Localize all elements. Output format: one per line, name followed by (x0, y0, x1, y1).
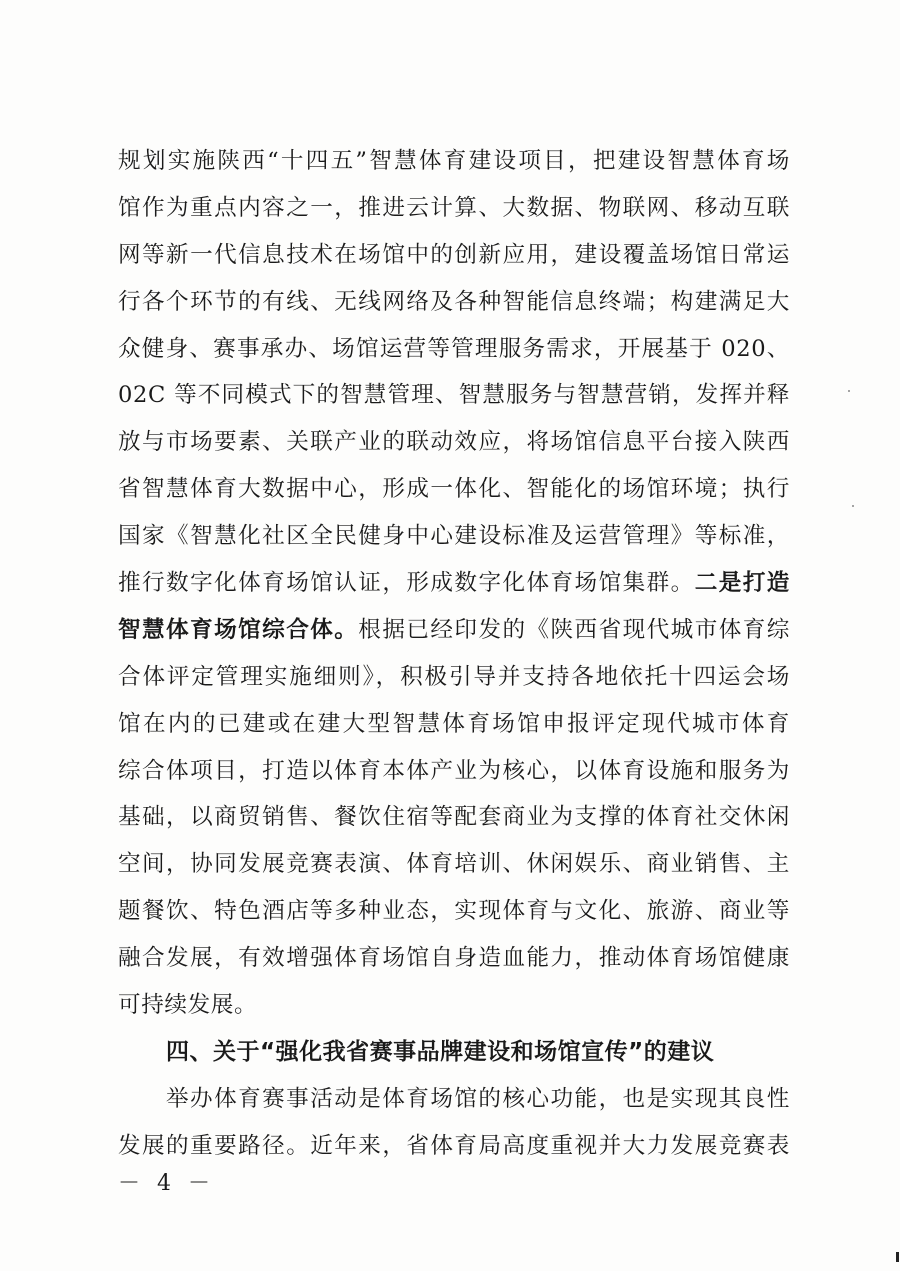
body-line-18: 融合发展，有效增强体育场馆自身造血能力，推动体育场馆健康 (118, 945, 790, 972)
paragraph-2-line-1: 举办体育赛事活动是体育场馆的核心功能，也是实现其良性 (166, 1085, 790, 1112)
body-line-12: 合体评定管理实施细则》，积极引导并支持各地依托十四运会场 (118, 663, 790, 690)
body-line-14: 综合体项目，打造以体育本体产业为核心，以体育设施和服务为 (118, 757, 790, 784)
body-line-11-text: 根据已经印发的《陕西省现代城市体育综 (358, 616, 790, 643)
body-line-11 (118, 607, 790, 654)
body-line-19: 可持续发展。 (118, 992, 258, 1019)
body-line-8: 省智慧体育大数据中心，形成一体化、智能化的场馆环境；执行 (118, 476, 790, 503)
bold-point-two-start: 二是打造 (694, 570, 790, 597)
body-line-5: 众健身、赛事承办、场馆运营等管理服务需求，开展基于 020、 (118, 335, 790, 362)
body-line-3: 网等新一代信息技术在场馆中的创新应用，建设覆盖场馆日常运 (118, 241, 790, 268)
body-line-16: 空间，协同发展竞赛表演、体育培训、休闲娱乐、商业销售、主 (118, 851, 790, 878)
body-line-6: 02C 等不同模式下的智慧管理、智慧服务与智慧营销，发挥并释 (118, 382, 790, 409)
bold-point-two-title: 智慧体育场馆综合体。 (118, 616, 359, 643)
body-line-2: 馆作为重点内容之一，推进云计算、大数据、物联网、移动互联 (118, 194, 790, 221)
body-line-1: 规划实施陕西“十四五”智慧体育建设项目，把建设智慧体育场 (118, 148, 790, 174)
paragraph-2-line-2: 发展的重要路径。近年来，省体育局高度重视并大力发展竞赛表 (118, 1132, 790, 1159)
body-line-9: 国家《智慧化社区全民健身中心建设标准及运营管理》等标准， (118, 523, 790, 550)
section-heading: 四、关于“强化我省赛事品牌建设和场馆宣传”的建议 (166, 1038, 715, 1065)
document-body (118, 138, 790, 1170)
body-line-15: 基础，以商贸销售、餐饮住宿等配套商业为支撑的体育社交休闲 (118, 804, 790, 831)
page-number: － 4 － (118, 1171, 215, 1196)
scan-edge-mark (896, 1252, 899, 1262)
body-line-7: 放与市场要素、关联产业的联动效应，将场馆信息平台接入陕西 (118, 429, 790, 456)
scan-speck (852, 505, 854, 507)
body-line-4: 行各个环节的有线、无线网络及各种智能信息终端；构建满足大 (118, 288, 790, 315)
body-line-10-text: 推行数字化体育场馆认证，形成数字化体育场馆集群。 (118, 570, 695, 597)
scan-speck (848, 390, 850, 392)
body-line-17: 题餐饮、特色酒店等多种业态，实现体育与文化、旅游、商业等 (118, 898, 790, 925)
body-line-10 (118, 560, 790, 607)
body-line-13: 馆在内的已建或在建大型智慧体育场馆申报评定现代城市体育 (118, 710, 790, 737)
